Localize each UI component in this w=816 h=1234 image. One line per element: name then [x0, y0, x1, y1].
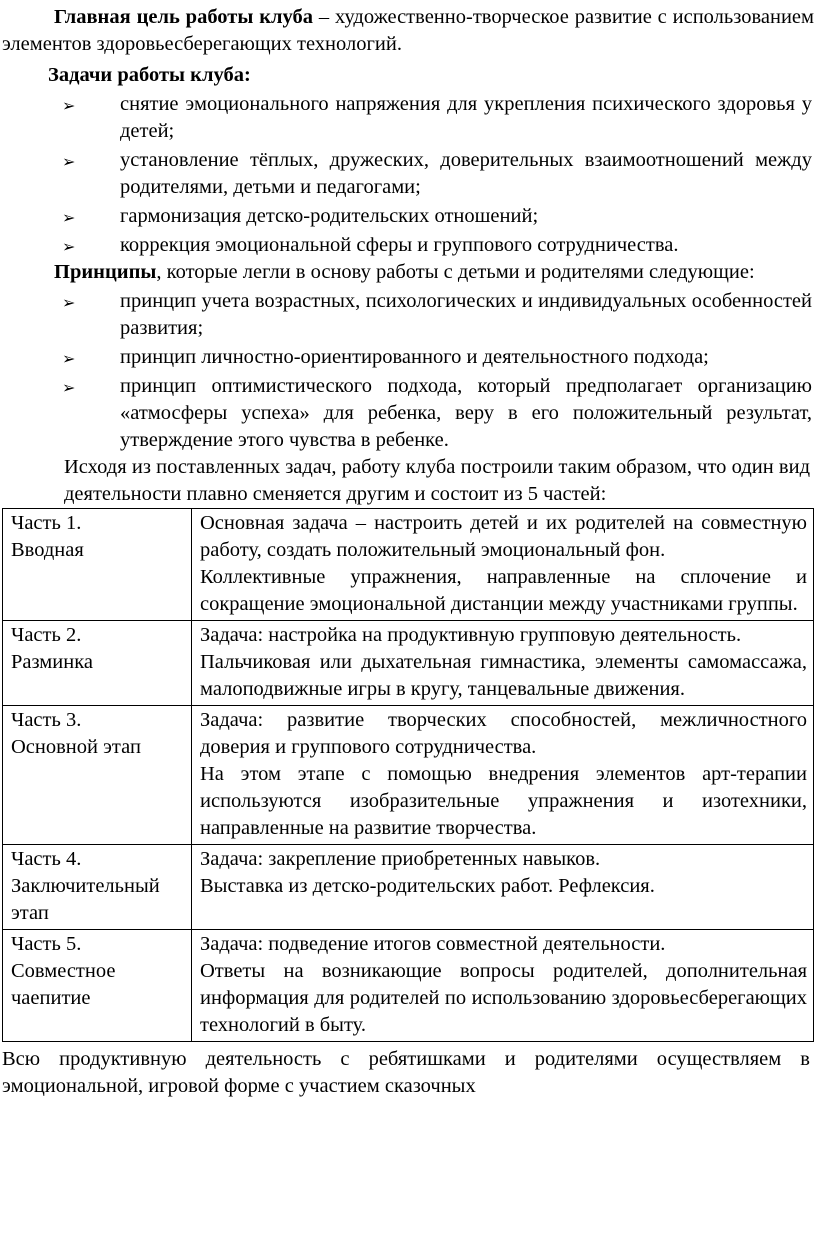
goal-title: Главная цель работы клуба — [54, 6, 314, 28]
list-item: ➢ принцип личностно-ориентированного и деятельностного подхода; — [2, 344, 814, 371]
table-row — [3, 621, 814, 706]
lead-paragraph: Исходя из поставленных задач, работу клуба построили таким образом, что один вид деятельности плавно сменяется другим и состоит из 5 частей: — [64, 456, 810, 505]
list-item: ➢ коррекция эмоциональной сферы и группового сотрудничества. — [2, 232, 814, 259]
arrow-bullet-icon: ➢ — [62, 349, 76, 368]
part-description-cell: Задача: подведение итогов совместной деятельности. Ответы на возникающие вопросы родителей, дополнительная информация для родителей по использованию здоровьесберегающих технологий в быту. — [192, 930, 814, 1042]
table-row — [3, 706, 814, 845]
list-item: ➢ снятие эмоционального напряжения для укрепления психического здоровья у детей; — [62, 93, 812, 142]
principles-paragraph — [2, 259, 814, 286]
part-label-cell: Часть 5. Совместное чаепитие — [3, 930, 192, 1042]
principles-text: , которые легли в основу работы с детьми и родителями следующие: — [156, 261, 755, 283]
arrow-bullet-icon: ➢ — [62, 208, 76, 227]
closing-paragraph: Всю продуктивную деятельность с ребятишками и родителями осуществляем в эмоциональной, игровой форме с участием сказочных — [2, 1048, 810, 1097]
tasks-list — [2, 91, 814, 259]
list-item: ➢ принцип учета возрастных, психологических и индивидуальных особенностей развития; — [62, 290, 812, 339]
list-item: ➢ принцип оптимистического подхода, который предполагает организацию «атмосферы успеха» для ребенка, веру в его положительный результат, утверждение этого чувства в ребенке. — [62, 375, 812, 451]
part-description-cell: Задача: закрепление приобретенных навыков. Выставка из детско-родительских работ. Рефлексия. — [192, 845, 814, 930]
arrow-bullet-icon: ➢ — [62, 378, 76, 397]
table-row — [3, 509, 814, 621]
principles-list — [2, 288, 814, 454]
part-description-cell: Основная задача – настроить детей и их родителей на совместную работу, создать положительный эмоциональный фон. Коллективные упражнения, направленные на сплочение и сокращение эмоциональной дистанции между участниками группы. — [192, 509, 814, 621]
part-label-cell: Часть 1. Вводная — [3, 509, 192, 621]
list-item: ➢ гармонизация детско-родительских отношений; — [2, 203, 814, 230]
table-row — [3, 930, 814, 1042]
part-label-cell: Часть 3. Основной этап — [3, 706, 192, 845]
arrow-bullet-icon: ➢ — [62, 237, 76, 256]
part-description-cell: Задача: настройка на продуктивную групповую деятельность. Пальчиковая или дыхательная гимнастика, элементы самомассажа, малоподвижные игры в кругу, танцевальные движения. — [192, 621, 814, 706]
tasks-heading: Задачи работы клуба: — [48, 64, 251, 86]
arrow-bullet-icon: ➢ — [62, 293, 76, 312]
goal-text: – художественно-творческое развитие с использованием элементов здоровьесберегающих технологий. — [2, 6, 814, 55]
table-row — [3, 845, 814, 930]
part-label-cell: Часть 2. Разминка — [3, 621, 192, 706]
parts-table — [2, 508, 814, 1042]
goal-paragraph — [2, 0, 814, 58]
part-label-cell: Часть 4. Заключительный этап — [3, 845, 192, 930]
arrow-bullet-icon: ➢ — [62, 152, 76, 171]
arrow-bullet-icon: ➢ — [62, 96, 76, 115]
list-item: ➢ установление тёплых, дружеских, доверительных взаимоотношений между родителями, детьми и педагогами; — [62, 149, 812, 198]
principles-title: Принципы — [54, 261, 157, 283]
part-description-cell: Задача: развитие творческих способностей, межличностного доверия и группового сотрудничества. На этом этапе с помощью внедрения элементов арт-терапии используются изобразительные упражнения и изотехники, направленные на развитие творчества. — [192, 706, 814, 845]
